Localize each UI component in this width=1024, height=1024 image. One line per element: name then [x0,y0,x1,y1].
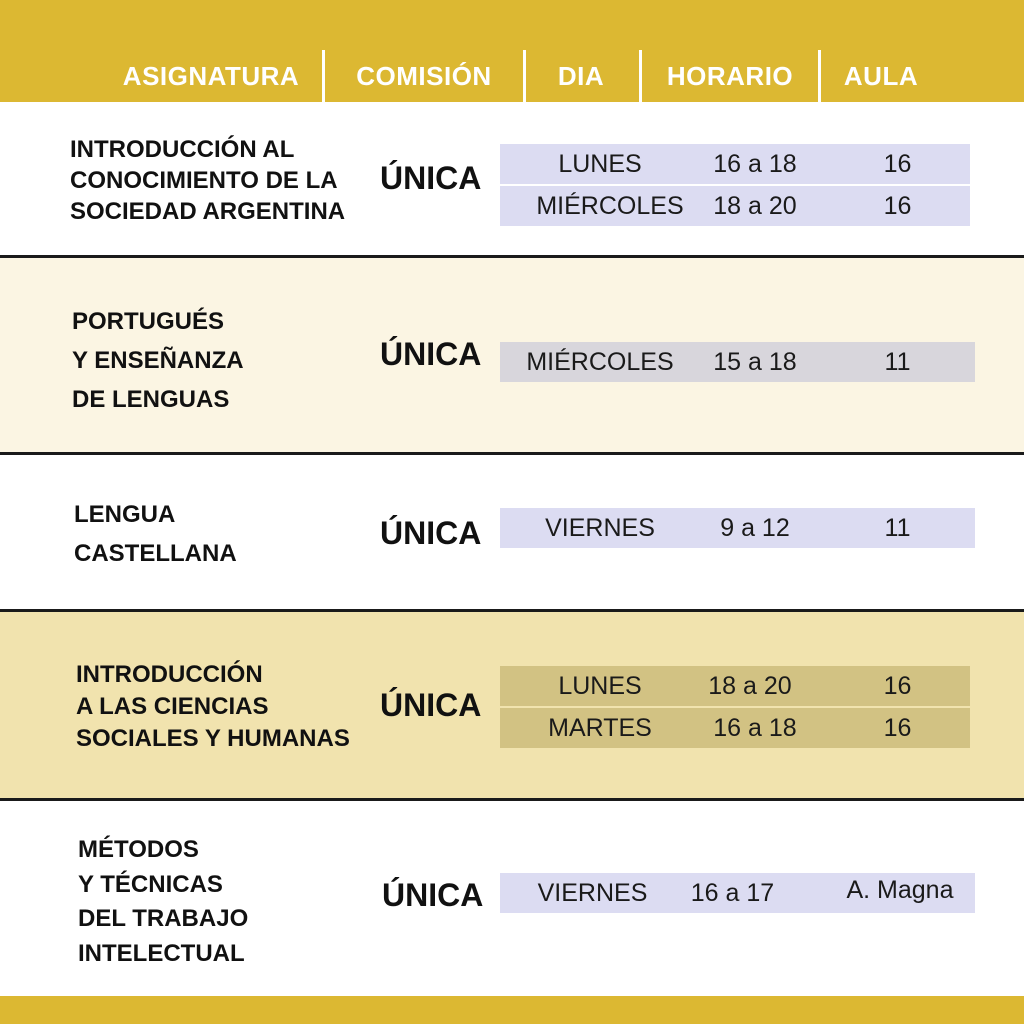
schedule-slot [500,666,970,706]
slot-aula: A. Magna [846,876,954,904]
footer-bar [0,996,1024,1024]
schedule-slot [500,873,975,913]
slot-horario: 9 a 12 [720,514,790,542]
subject-line: SOCIALES Y HUMANAS [76,725,350,752]
comision-value: ÚNICA [380,515,482,551]
header-dia: DIA [557,60,605,91]
comision-value: ÚNICA [380,336,482,372]
slot-dia: LUNES [558,672,642,700]
table-row [0,801,1024,996]
slot-horario: 16 a 18 [713,714,797,742]
table-header [0,0,1024,102]
subject-line: INTELECTUAL [78,939,245,967]
subject-name [74,495,237,573]
slot-horario: 18 a 20 [713,192,797,220]
slot-aula: 16 [883,672,912,700]
table-row [0,612,1024,798]
subject-line: DEL TRABAJO [78,905,249,932]
table-row [0,258,1024,452]
slot-aula: 11 [884,514,911,542]
subject-line: SOCIEDAD ARGENTINA [70,198,346,225]
subject-line: DE LENGUAS [72,386,230,413]
slot-horario: 16 a 17 [690,879,775,907]
comision-value: ÚNICA [380,687,482,723]
slot-horario: 18 a 20 [708,672,792,700]
schedule-slot [500,708,970,748]
slot-dia: LUNES [558,150,642,178]
slot-horario: 16 a 18 [713,150,797,178]
header-asignatura: ASIGNATURA [122,60,300,91]
slot-aula: 16 [883,150,912,178]
header-comision: COMISIÓN [356,60,492,91]
slot-dia: MARTES [548,714,652,742]
schedule-slot [500,508,975,548]
subject-line: CONOCIMIENTO DE LA [70,167,338,194]
subject-line: LENGUA [74,501,176,528]
subject-line: Y ENSEÑANZA [72,347,244,374]
header-aula: AULA [843,60,919,91]
subject-name [76,659,350,755]
table-row [0,455,1024,610]
subject-line: PORTUGUÉS [72,308,225,335]
slot-dia: VIERNES [537,879,648,907]
schedule-slot [500,342,975,382]
slot-dia: MIÉRCOLES [526,348,674,376]
comision-value: ÚNICA [380,160,482,196]
header-horario: HORARIO [666,60,794,91]
slot-aula: 11 [884,348,911,376]
subject-name [70,134,345,227]
slot-dia: MIÉRCOLES [536,192,684,220]
table-row [0,102,1024,256]
slot-horario: 15 a 18 [713,348,797,376]
subject-line: A LAS CIENCIAS [76,693,269,720]
subject-line: MÉTODOS [78,836,199,863]
subject-name [72,302,244,419]
subject-name [78,833,248,971]
comision-value: ÚNICA [382,877,484,913]
slot-aula: 16 [883,192,912,220]
subject-line: INTRODUCCIÓN [76,661,263,688]
schedule-slot [500,144,970,184]
slot-aula: 16 [883,714,912,742]
subject-line: INTRODUCCIÓN AL [70,136,295,163]
subject-line: CASTELLANA [74,540,237,567]
slot-dia: VIERNES [545,514,655,542]
subject-line: Y TÉCNICAS [78,870,223,898]
schedule-slot [500,186,970,226]
